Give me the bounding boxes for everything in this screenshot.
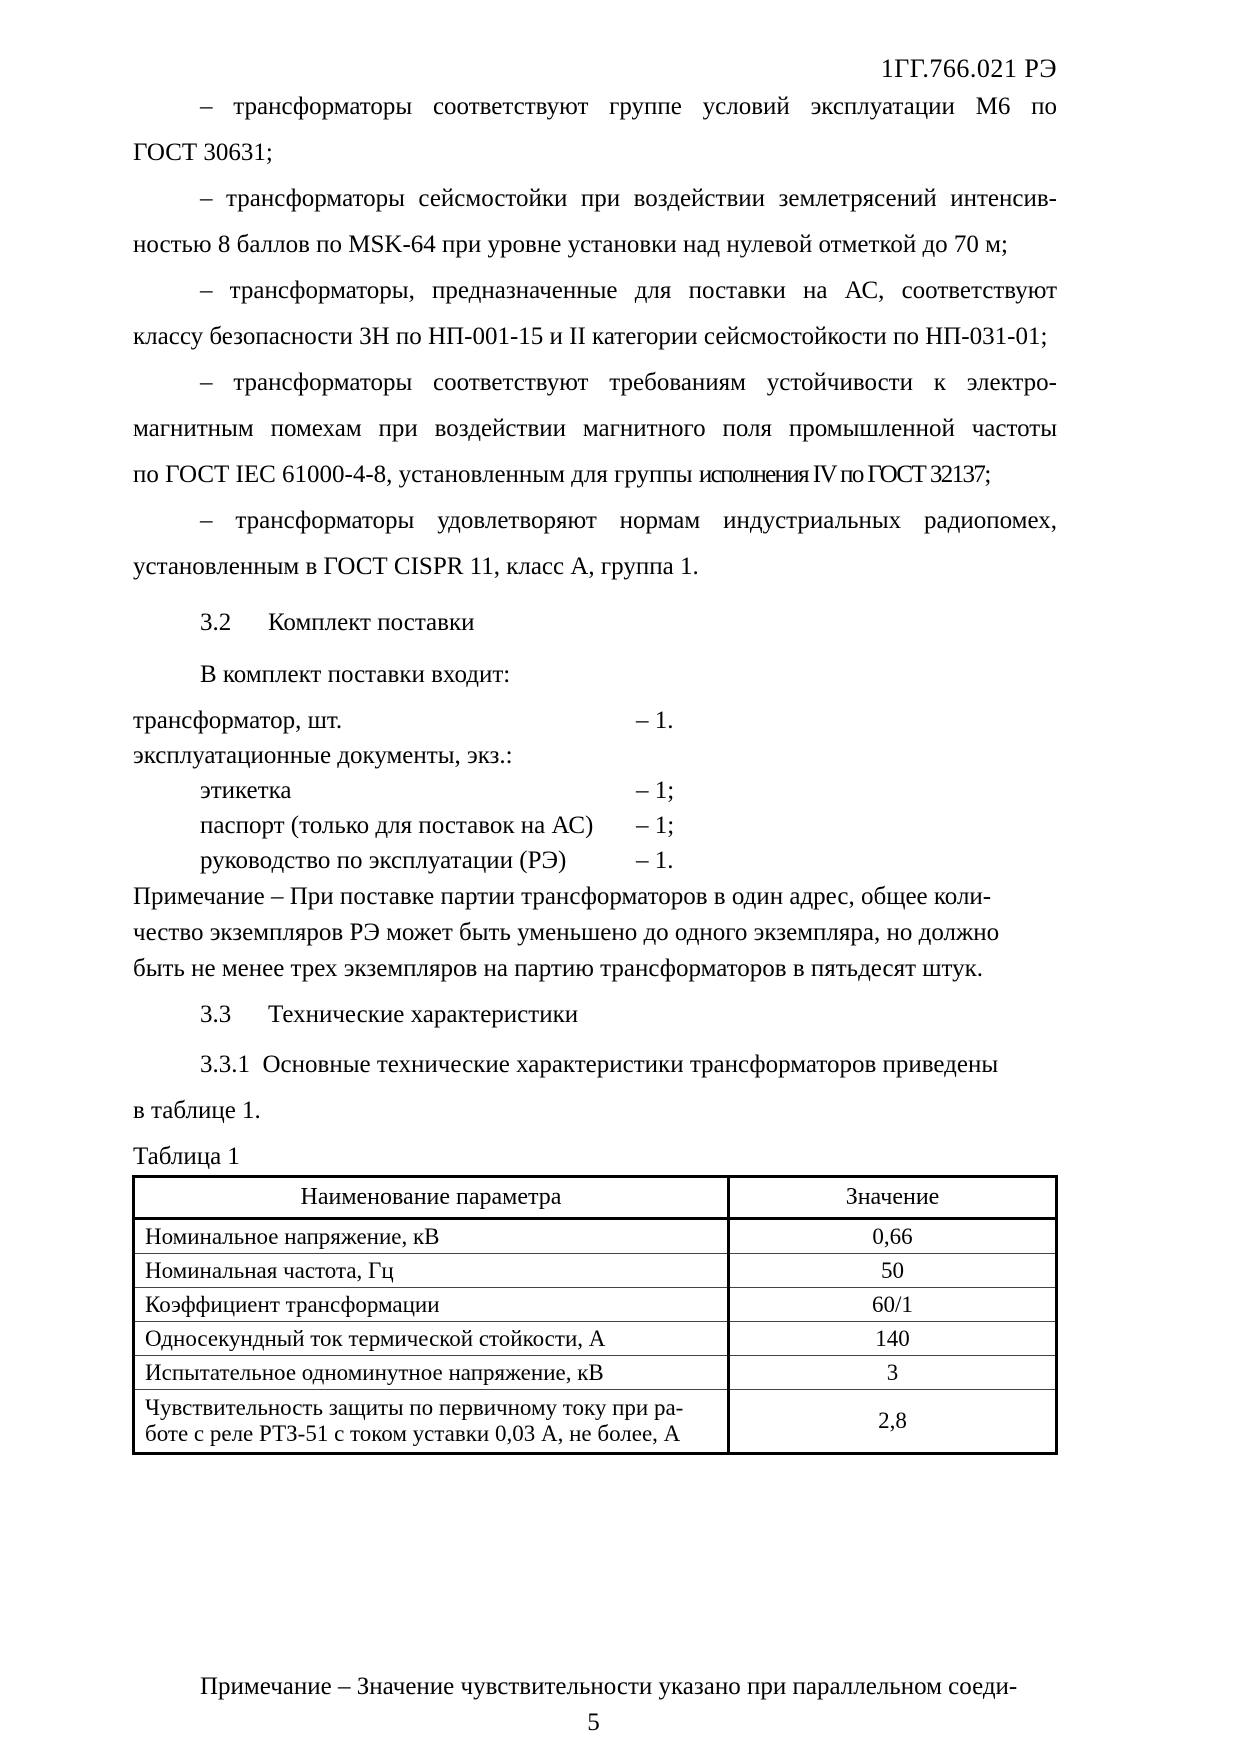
column-header: Наименование параметра (134, 1177, 729, 1219)
supply-item-label: паспорт (только для поставок на АС) (200, 812, 594, 839)
subsection-text: Основные технические характеристики трансформаторов приведены (262, 1051, 999, 1078)
supply-item-value: – 1; (636, 777, 675, 804)
param-cell (134, 1390, 729, 1454)
table-row (134, 1219, 1057, 1254)
subsection-number: 3.3.1 (200, 1051, 250, 1078)
supply-intro: В комплект поставки входит: (200, 661, 511, 688)
bullet-line-part: по ГОСТ IEC 61000-4-8, установленным для группы (133, 461, 699, 488)
supply-note-line: быть не менее трех экземпляров на партию трансформаторов в пятьдесят штук. (133, 955, 984, 982)
param-cell: Коэффициент трансформации (134, 1288, 729, 1322)
supply-note-line: Примечание – При поставке партии трансформаторов в один адрес, общее коли- (133, 883, 992, 910)
footer-note: Примечание – Значение чувствительности указано при параллельном соеди- (200, 1673, 1018, 1700)
bullet-line: ностью 8 баллов по MSK-64 при уровне установки над нулевой отметкой до 70 м; (133, 231, 1008, 258)
table-row (134, 1322, 1057, 1356)
bullet-line: – трансформаторы удовлетворяют нормам индустриальных радиопомех, (200, 507, 1057, 534)
value-cell: 60/1 (729, 1288, 1057, 1322)
page-number: 5 (587, 1709, 600, 1736)
bullet-line: – трансформаторы, предназначенные для поставки на АС, соответствуют (200, 277, 1057, 304)
value-cell: 140 (729, 1322, 1057, 1356)
supply-item-value: – 1. (636, 707, 674, 734)
column-header: Значение (729, 1177, 1057, 1219)
document-code: 1ГГ.766.021 РЭ (880, 54, 1057, 83)
supply-item-value: – 1. (636, 847, 674, 874)
table-caption: Таблица 1 (133, 1143, 240, 1170)
value-cell: 3 (729, 1356, 1057, 1390)
bullet-line: магнитным помехам при воздействии магнитного поля промышленной частоты (133, 415, 1057, 442)
param-cell: Номинальная частота, Гц (134, 1254, 729, 1288)
section-title: Технические характеристики (268, 1001, 579, 1028)
param-cell: Односекундный ток термической стойкости, А (134, 1322, 729, 1356)
section-heading-3-2 (200, 610, 474, 635)
bullet-line: классу безопасности 3Н по НП-001-15 и II категории сейсмостойкости по НП-031-01; (133, 323, 1048, 350)
param-line: Чувствительность защиты по первичному току при ра- (145, 1395, 684, 1421)
supply-item-label: руководство по эксплуатации (РЭ) (200, 847, 567, 874)
param-cell: Испытательное одноминутное напряжение, кВ (134, 1356, 729, 1390)
spec-table (132, 1175, 1058, 1455)
bullet-line-part: исполнения IV по ГОСТ 32137; (698, 461, 990, 488)
table-row (134, 1390, 1057, 1454)
bullet-line: – трансформаторы соответствуют группе условий эксплуатации М6 по (200, 93, 1057, 120)
supply-note-line: чество экземпляров РЭ может быть уменьшено до одного экземпляра, но должно (133, 919, 1000, 946)
table-header-row (134, 1177, 1057, 1219)
bullet-line: – трансформаторы соответствуют требованиям устойчивости к электро- (200, 369, 1057, 396)
subsection-text: в таблице 1. (133, 1097, 261, 1124)
param-cell: Номинальное напряжение, кВ (134, 1219, 729, 1254)
supply-item-label: трансформатор, шт. (133, 707, 343, 734)
section-number: 3.3 (200, 1001, 232, 1028)
table-row (134, 1288, 1057, 1322)
supply-item-value: – 1; (636, 812, 675, 839)
section-heading-3-3 (200, 1002, 578, 1027)
bullet-line: – трансформаторы сейсмостойки при воздействии землетрясений интенсив- (200, 185, 1057, 212)
value-cell: 50 (729, 1254, 1057, 1288)
param-line: боте с реле РТЗ-51 с током уставки 0,03 А, не более, А (145, 1421, 681, 1446)
bullet-line: установленным в ГОСТ CISPR 11, класс А, группа 1. (133, 553, 699, 580)
bullet-line (133, 462, 990, 487)
value-cell: 0,66 (729, 1219, 1057, 1254)
table-row (134, 1356, 1057, 1390)
value-cell: 2,8 (729, 1390, 1057, 1454)
supply-item-label: этикетка (200, 777, 292, 804)
table-row (134, 1254, 1057, 1288)
section-title: Комплект поставки (268, 609, 475, 636)
bullet-line: ГОСТ 30631; (133, 139, 273, 166)
subsection-3-3-1 (200, 1052, 998, 1077)
section-number: 3.2 (200, 609, 232, 636)
supply-item-label: эксплуатационные документы, экз.: (133, 742, 513, 769)
